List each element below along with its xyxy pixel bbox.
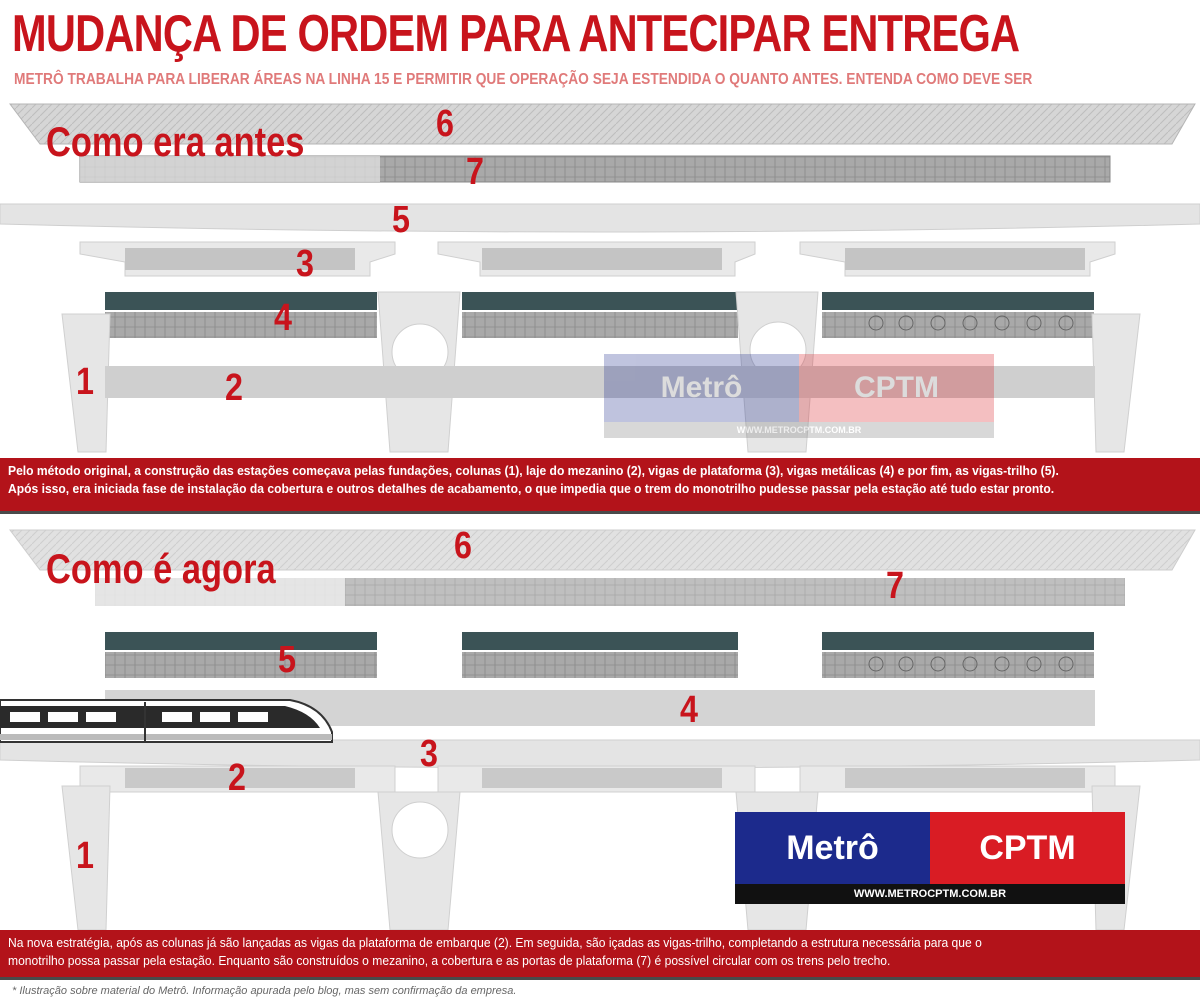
after-label-5: 5 bbox=[278, 639, 296, 681]
after-label-3: 3 bbox=[420, 733, 438, 775]
before-label-5: 5 bbox=[392, 199, 410, 241]
after-caption-line: monotrilho possa passar pela estação. Enquanto são construídos o mezanino, a cobertura e as portas de plataforma (7) é possível circular com os trens pelo trecho. bbox=[8, 953, 891, 968]
before-caption-line: Após isso, era iniciada fase de instalação da cobertura e outros detalhes de acabamento, o que impedia que o trem do monotrilho pudesse passar pela estação até tudo estar pronto. bbox=[8, 481, 1055, 496]
footnote: * Ilustração sobre material do Metrô. Informação apurada pelo blog, mas sem confirmação da empresa. bbox=[12, 985, 517, 997]
subtitle: METRÔ TRABALHA PARA LIBERAR ÁREAS NA LINHA 15 E PERMITIR QUE OPERAÇÃO SEJA ESTENDIDA O QUANTO ANTES. ENTENDA COMO DEVE SER bbox=[14, 71, 1033, 88]
main-title: MUDANÇA DE ORDEM PARA ANTECIPAR ENTREGA bbox=[12, 5, 1020, 63]
before-label-6: 6 bbox=[436, 103, 454, 145]
before-title: Como era antes bbox=[46, 118, 305, 165]
after-label-2: 2 bbox=[228, 757, 246, 799]
logo-url: WWW.METROCPTM.COM.BR bbox=[735, 884, 1125, 904]
logo-metro: Metrô bbox=[735, 812, 930, 884]
after-caption-line: Na nova estratégia, após as colunas já são lançadas as vigas da plataforma de embarque (2). Em seguida, são içadas as vigas-trilho, completando a estrutura necessária para que o bbox=[8, 935, 982, 950]
metal-beams bbox=[105, 632, 1094, 681]
guideway-beam bbox=[0, 204, 1200, 232]
after-label-4: 4 bbox=[680, 689, 698, 731]
metal-beams bbox=[105, 292, 1094, 338]
metrocptm-logo bbox=[735, 812, 1125, 906]
after-title: Como é agora bbox=[46, 545, 276, 592]
before-label-7: 7 bbox=[466, 151, 484, 193]
before-label-1: 1 bbox=[76, 361, 94, 403]
after-caption bbox=[0, 930, 1200, 980]
watermark-metro: Metrô bbox=[604, 354, 799, 422]
before-caption-line: Pelo método original, a construção das estações começava pelas fundações, colunas (1), laje do mezanino (2), vigas de plataforma (3), vigas metálicas (4) e por fim, as vigas-trilho (5). bbox=[8, 463, 1059, 478]
after-label-6: 6 bbox=[454, 525, 472, 567]
before-caption bbox=[0, 458, 1200, 514]
logo-cptm: CPTM bbox=[930, 812, 1125, 884]
watermark-url: WWW.METROCPTM.COM.BR bbox=[604, 422, 994, 438]
guideway-beam bbox=[0, 740, 1200, 768]
monorail-train bbox=[0, 700, 332, 742]
before-label-4: 4 bbox=[274, 297, 292, 339]
before-label-3: 3 bbox=[296, 243, 314, 285]
watermark bbox=[604, 354, 994, 446]
before-label-2: 2 bbox=[225, 367, 243, 409]
after-label-7: 7 bbox=[886, 565, 904, 607]
watermark-cptm: CPTM bbox=[799, 354, 994, 422]
after-label-1: 1 bbox=[76, 835, 94, 877]
